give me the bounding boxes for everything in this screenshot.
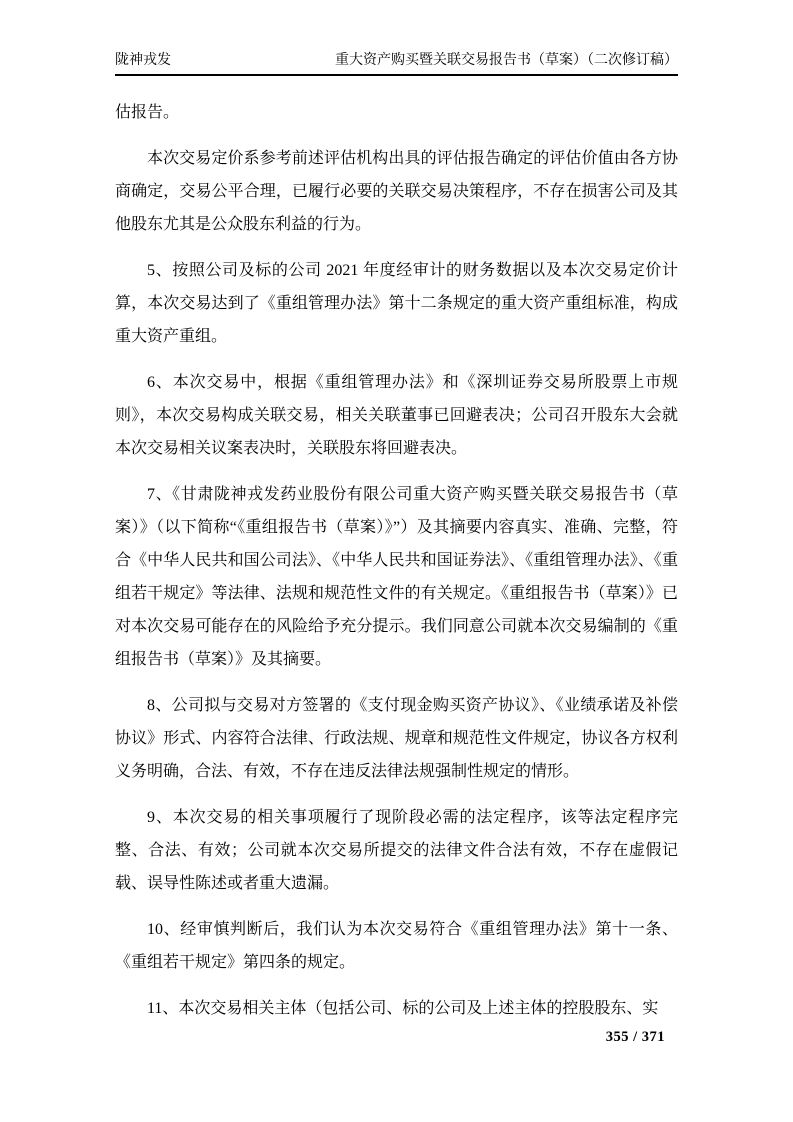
document-body bbox=[115, 96, 678, 1038]
paragraph-item-10: 10、经审慎判断后，我们认为本次交易符合《重组管理办法》第十一条、《重组若干规定》第四条的规定。 bbox=[115, 921, 678, 971]
page-header bbox=[115, 52, 678, 76]
paragraph-item-5: 5、按照公司及标的公司 2021 年度经审计的财务数据以及本次交易定价计算，本次交易达到了《重组管理办法》第十二条规定的重大资产重组标准，构成重大资产重组。 bbox=[115, 262, 678, 345]
page-number: 355 / 371 bbox=[605, 1029, 665, 1045]
paragraph-continuation: 估报告。 bbox=[115, 104, 180, 121]
paragraph-item-6: 6、本次交易中，根据《重组管理办法》和《深圳证券交易所股票上市规则》，本次交易构成关联交易，相关关联董事已回避表决；公司召开股东大会就本次交易相关议案表决时，关联股东将回避表决。 bbox=[115, 374, 678, 457]
header-company-name: 陇神戎发 bbox=[115, 53, 171, 68]
paragraph-item-11: 11、本次交易相关主体（包括公司、标的公司及上述主体的控股股东、实 bbox=[147, 1000, 659, 1017]
paragraph-item-9: 9、本次交易的相关事项履行了现阶段必需的法定程序，该等法定程序完整、合法、有效；公司就本次交易所提交的法律文件合法有效，不存在虚假记载、误导性陈述或者重大遗漏。 bbox=[115, 809, 678, 892]
header-document-title: 重大资产购买暨关联交易报告书（草案）（二次修订稿） bbox=[335, 53, 678, 68]
paragraph-pricing-statement: 本次交易定价系参考前述评估机构出具的评估报告确定的评估价值由各方协商确定，交易公平合理，已履行必要的关联交易决策程序，不存在损害公司及其他股东尤其是公众股东利益的行为。 bbox=[115, 150, 678, 233]
paragraph-item-7: 7、《甘肃陇神戎发药业股份有限公司重大资产购买暨关联交易报告书（草案）》（以下简称“《重组报告书（草案）》”）及其摘要内容真实、准确、完整，符合《中华人民共和国公司法》、《中华人民共和国证券法》、《重组管理办法》、《重组若干规定》等法律、法规和规范性文件的有关规定。《重组报告书（草案）》已对本次交易可能存在的风险给予充分提示。我们同意公司就本次交易编制的《重组报告书（草案）》及其摘要。 bbox=[115, 486, 678, 668]
paragraph-item-8: 8、公司拟与交易对方签署的《支付现金购买资产协议》、《业绩承诺及补偿协议》形式、内容符合法律、行政法规、规章和规范性文件规定，协议各方权利义务明确，合法、有效，不存在违反法律法规强制性规定的情形。 bbox=[115, 697, 678, 780]
